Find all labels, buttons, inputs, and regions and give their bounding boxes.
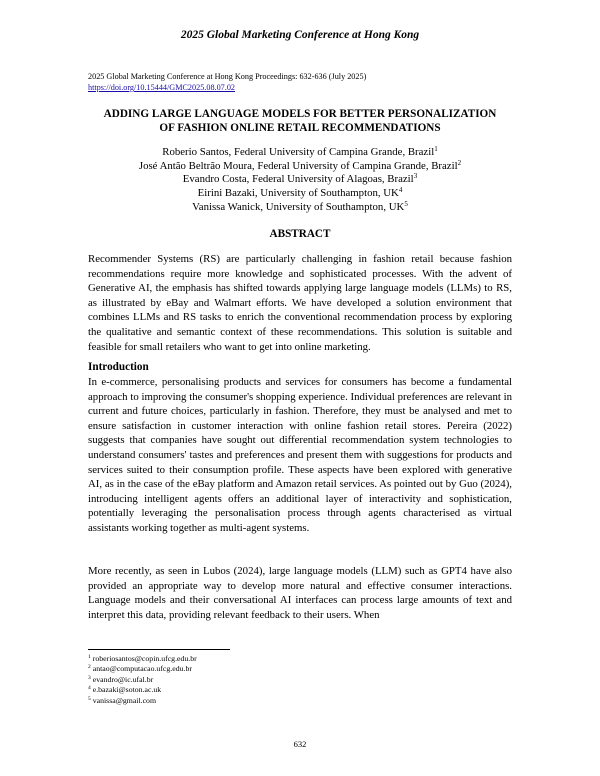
footnote-mark: 5 [88,695,91,702]
proceedings-citation: 2025 Global Marketing Conference at Hong Kong Proceedings: 632-636 (July 2025) [88,72,367,81]
author-line [60,160,540,174]
footnote-mark: 3 [88,674,91,681]
footnote-mark: 2 [88,664,91,671]
author-line [60,146,540,160]
footnotes [88,654,197,706]
title-line-1: ADDING LARGE LANGUAGE MODELS FOR BETTER PERSONALIZATION [103,108,497,120]
author-list [60,146,540,215]
author-footnote-mark: 1 [434,145,438,153]
footnote-email: roberiosantos@copin.ufcg.edu.br [92,654,197,663]
footnote-divider [88,649,230,650]
author-line [60,173,540,187]
author-line [60,201,540,215]
author-name: Vanissa Wanick, University of Southampton, UK [192,200,405,213]
conference-header: 2025 Global Marketing Conference at Hong Kong [180,29,420,41]
proceedings-info [88,71,366,93]
footnote [88,685,197,695]
footnote [88,664,197,674]
introduction-paragraph-2: More recently, as seen in Lubos (2024), large language models (LLM) such as GPT4 have also provided an appropriate way to develop more natural and effective consumer interactions. Language models and their conversational AI interfaces can process large amounts of text and interpret this data, providing relevant feedback to their users. When [88,565,512,621]
page-number: 632 [293,739,307,749]
author-footnote-mark: 5 [404,199,408,208]
author-footnote-mark: 4 [398,186,403,195]
footnote-email: e.bazaki@soton.ac.uk [92,685,162,695]
footnote [88,654,197,664]
paper-title [60,107,540,135]
author-name: Roberio Santos, Federal University of Campina Grande, Brazil [162,146,435,158]
introduction-heading: Introduction [88,361,149,373]
footnote-email: vanissa@gmail.com [92,695,157,705]
author-name: José Antão Beltrão Moura, Federal University of Campina Grande, Brazil [138,159,458,172]
author-name: Eirini Bazaki, University of Southampton, UK [197,187,399,200]
footnote [88,696,197,706]
footnote-email: antao@computacao.ufcg.edu.br [92,664,192,674]
footnote-mark: 1 [88,654,91,660]
title-line-2: OF FASHION ONLINE RETAIL RECOMMENDATIONS [159,122,441,134]
abstract-heading: ABSTRACT [269,228,331,240]
author-footnote-mark: 2 [457,158,462,167]
introduction-paragraph-1: In e-commerce, personalising products and services for consumers has become a fundamental approach to improving the consumer's shopping experience. Individual preferences are relevant in current and future choices, particularly in fashion. Therefore, they must be analysed and met to ensure satisfaction in customer interaction with online fashion retail stores. Pereira (2022) suggests that companies have sought out differential recommendation system technologies to understand consumers' tastes and preferences and present them with suggestions for products and services suited to their consumption profile. These aspects have been explored with generative AI, as in the case of the eBay platform and Amazon retail services. As pointed out by Guo (2024), introducing intelligent agents offers an additional layer of interactivity and sophistication, potentially leveraging the personalisation process through agents characterised as virtual assistants working together as multi-agent systems. [88,376,512,534]
author-line [60,187,540,201]
footnote-email: evandro@ic.ufal.br [92,674,154,684]
author-name: Evandro Costa, Federal University of Alagoas, Brazil [182,173,414,186]
author-footnote-mark: 3 [413,172,418,181]
doi-link[interactable]: https://doi.org/10.15444/GMC2025.08.07.02 [88,83,236,92]
abstract-text: Recommender Systems (RS) are particularly challenging in fashion retail because fashion recommendations require more knowledge and sophisticated processes. With the advent of Generative AI, the emphasis has shifted towards applying large language models (LLMs) to RS, as illustrated by eBay and Walmart efforts. We have developed a solution environment that combines LLMs and RS tasks to enrich the conventional recommendation process by exploring the qualitative and semantic context of these recommendations. This solution is suitable and feasible for small retailers who want to get into online marketing. [88,253,512,353]
footnote [88,675,197,685]
footnote-mark: 4 [88,685,91,692]
